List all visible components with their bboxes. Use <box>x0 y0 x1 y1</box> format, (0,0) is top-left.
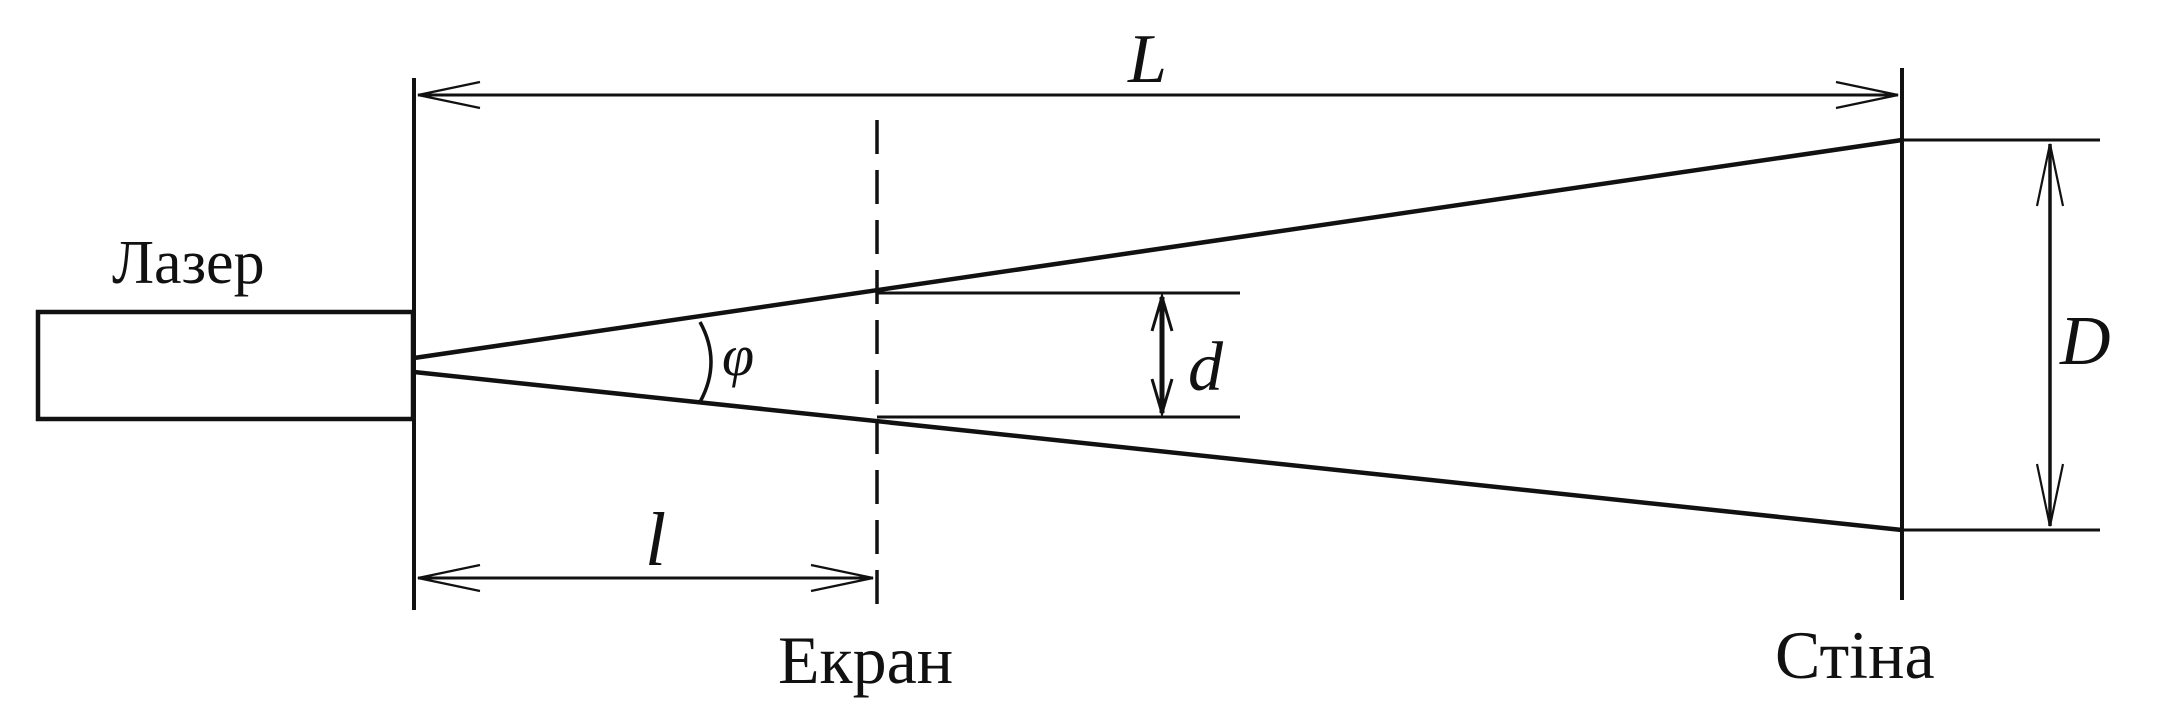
angle-label: φ <box>722 323 755 388</box>
beam-lower-edge <box>414 372 1902 530</box>
wall-label: Стіна <box>1775 617 1935 693</box>
laser-body <box>38 312 413 419</box>
spot-large-label: D <box>2060 303 2111 380</box>
beam-upper-edge <box>414 140 1902 358</box>
laser-label: Лазер <box>112 229 265 297</box>
screen-label: Екран <box>778 622 954 698</box>
spot-small-label: d <box>1188 329 1223 406</box>
distance-screen-label: l <box>645 498 667 582</box>
distance-total-label: L <box>1128 21 1167 98</box>
angle-arc <box>700 322 711 402</box>
